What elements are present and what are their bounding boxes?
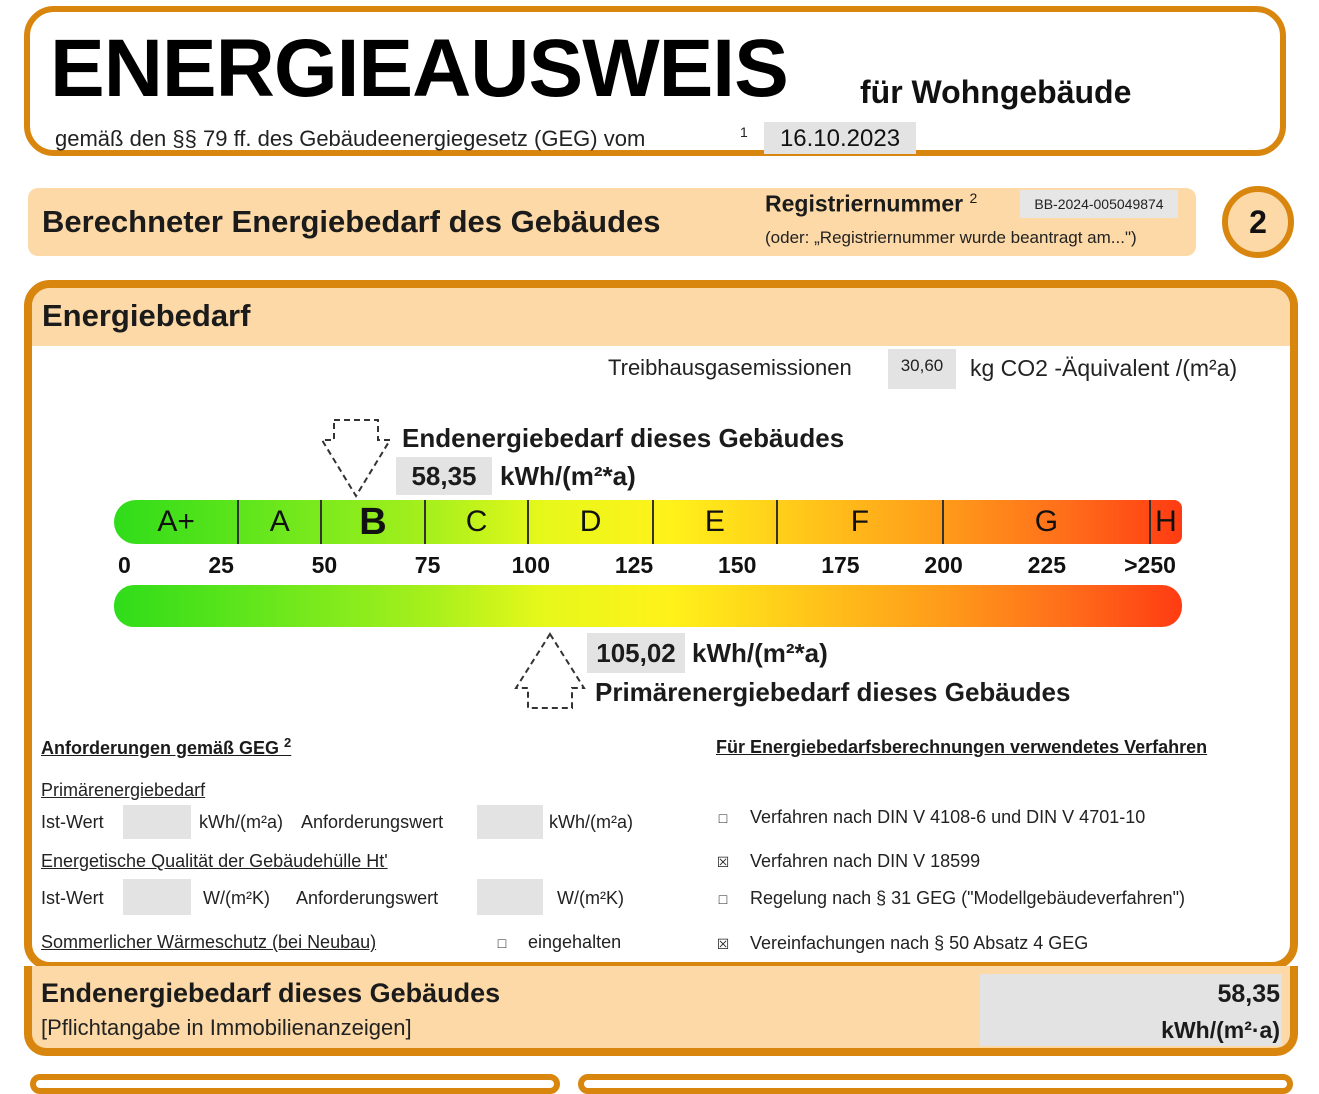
primary-req-field [477,805,543,839]
primary-energy-req-title: Primärenergiebedarf [41,780,206,800]
summary-title: Endenergiebedarf dieses Gebäudes [41,978,501,1008]
summer-protection-checkbox[interactable]: □ [497,935,507,951]
summer-protection-title: Sommerlicher Wärmeschutz (bei Neubau) [41,932,377,952]
registration-number: BB-2024-005049874 [1020,190,1178,218]
envelope-req-unit: W/(m²K) [557,888,624,908]
final-energy-value: 58,35 [396,457,492,495]
efficiency-class-a: A [269,505,290,538]
scale-tick-label: 150 [718,552,757,578]
envelope-quality-title: Energetische Qualität der Gebäudehülle Ht' [41,851,388,871]
ghg-unit: kg CO2 -Äquivalent /(m²a) [970,355,1238,381]
class-separator [942,500,944,544]
scale-tick-label: 50 [311,552,338,578]
class-separator [776,500,778,544]
registration-label-text: Registriernummer [765,190,964,217]
class-separator [652,500,654,544]
requirements-title-text: Anforderungen gemäß GEG [41,738,280,758]
scale-tick-label: 200 [924,552,963,578]
class-separator [527,500,529,544]
final-energy-arrow-icon [318,416,394,500]
issue-date: 16.10.2023 [764,122,916,154]
footnote-marker: 1 [740,124,748,140]
primary-energy-arrow-icon [512,630,588,712]
summary-unit: kWh/(m²·a) [1161,1017,1280,1043]
class-separator [320,500,322,544]
efficiency-class-b: B [359,501,387,543]
document-subtitle: für Wohngebäude [860,74,1132,110]
envelope-req-label: Anforderungswert [296,888,439,908]
scale-tick-label: 25 [208,552,234,578]
method-label-2: Verfahren nach DIN V 18599 [750,851,981,871]
scale-tick-label: 225 [1027,552,1066,578]
efficiency-class-g: G [1034,505,1059,538]
scale-tick-label: 100 [511,552,550,578]
summer-protection-label: eingehalten [528,932,622,952]
efficiency-class-e: E [704,505,725,538]
envelope-ist-label: Ist-Wert [41,888,104,908]
efficiency-class-c: C [465,505,488,538]
next-panel-left [30,1074,560,1094]
method-label-3: Regelung nach § 31 GEG ("Modellgebäudeverfahren") [750,888,1186,908]
method-checkbox-2[interactable]: ☒ [716,854,730,870]
primary-ist-unit: kWh/(m²a) [199,812,283,832]
ghg-value: 30,60 [888,349,956,389]
class-separator [237,500,239,544]
scale-tick-label: 125 [614,552,654,578]
final-energy-label: Endenergiebedarf dieses Gebäudes [402,423,845,453]
document-title: ENERGIEAUSWEIS [50,23,788,114]
envelope-ist-unit: W/(m²K) [203,888,270,908]
summary-value: 58,35 [1217,980,1280,1008]
primary-energy-scale [114,585,1182,627]
primary-energy-value: 105,02 [587,633,685,673]
envelope-req-field [477,879,543,915]
final-energy-unit: kWh/(m²*a) [500,461,636,491]
primary-energy-unit: kWh/(m²*a) [692,638,828,668]
efficiency-class-scale [114,500,1182,544]
scale-tick-label: 175 [821,552,860,578]
method-checkbox-3[interactable]: □ [718,891,728,907]
class-separator [1149,500,1151,544]
scale-tick-label: 75 [414,552,441,578]
primary-ist-field [123,805,191,839]
scale-tick-label: 0 [118,552,131,578]
legal-basis: gemäß den §§ 79 ff. des Gebäudeenergiegesetz (GEG) vom [55,126,646,151]
ghg-label: Treibhausgasemissionen [608,355,852,380]
requirements-title [41,735,291,759]
method-checkbox-1[interactable]: □ [718,810,728,826]
efficiency-class-d: D [579,505,602,538]
next-panel-right [578,1074,1293,1094]
primary-req-label: Anforderungswert [301,812,444,832]
method-label-4: Vereinfachungen nach § 50 Absatz 4 GEG [750,933,1089,953]
efficiency-class-a-plus: A+ [157,505,195,538]
page-number-badge: 2 [1222,186,1294,258]
requirements-footnote: 2 [284,735,292,750]
envelope-ist-field [123,879,191,915]
scale-tick-label: >250 [1124,552,1176,578]
methods-title: Für Energiebedarfsberechnungen verwendetes Verfahren [716,737,1208,757]
summary-subtitle: [Pflichtangabe in Immobilienanzeigen] [41,1015,412,1040]
section-title: Berechneter Energiebedarf des Gebäudes [42,204,661,239]
primary-energy-label: Primärenergiebedarf dieses Gebäudes [595,677,1071,707]
primary-ist-label: Ist-Wert [41,812,104,832]
method-label-1: Verfahren nach DIN V 4108-6 und DIN V 4701-10 [750,807,1146,827]
energy-panel-title: Energiebedarf [42,298,251,333]
efficiency-class-h: H [1155,505,1177,538]
efficiency-class-f: F [850,505,870,538]
method-checkbox-4[interactable]: ☒ [716,936,730,952]
primary-req-unit: kWh/(m²a) [549,812,633,832]
class-separator [424,500,426,544]
registration-footnote: 2 [969,190,978,206]
registration-note: (oder: „Registriernummer wurde beantragt am...") [765,228,1137,247]
registration-label [765,190,977,218]
